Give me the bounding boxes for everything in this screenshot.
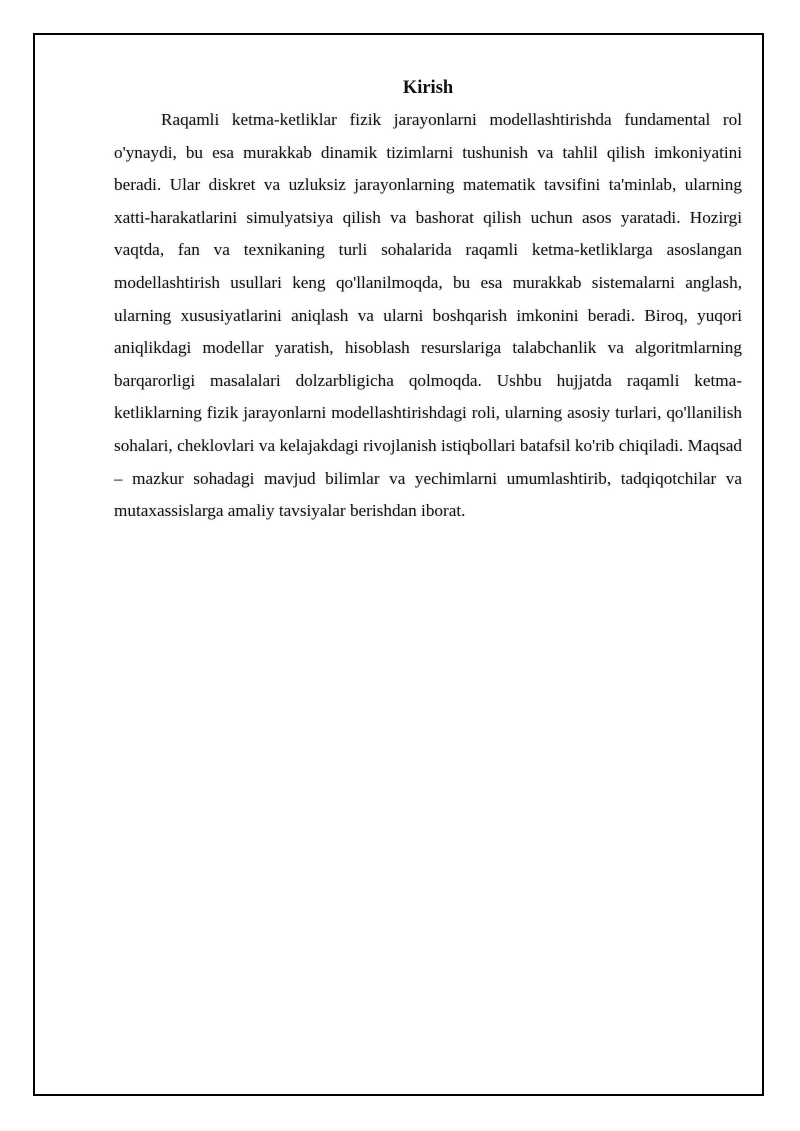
- body-paragraph: Raqamli ketma-ketliklar fizik jarayonlarni modellashtirishda fundamental rol o'ynaydi, bu esa murakkab dinamik tizimlarni tushunish va tahlil qilish imkoniyatini beradi. Ular diskret va uzluksiz jarayonlarning matematik tavsifini ta'minlab, ularning xatti-harakatlarini simulyatsiya qilish va bashorat qilish uchun asos yaratadi. Hozirgi vaqtda, fan va texnikaning turli sohalarida raqamli ketma-ketliklarga asoslangan modellashtirish usullari keng qo'llanilmoqda, bu esa murakkab sistemalarni anglash, ularning xususiyatlarini aniqlash va ularni boshqarish imkonini beradi. Biroq, yuqori aniqlikdagi modellar yaratish, hisoblash resurslariga talabchanlik va algoritmlarning barqarorligi masalalari dolzarbligicha qolmoqda. Ushbu hujjatda raqamli ketma-ketliklarning fizik jarayonlarni modellashtirishdagi roli, ularning asosiy turlari, qo'llanilish sohalari, cheklovlari va kelajakdagi rivojlanish istiqbollari batafsil ko'rib chiqiladi. Maqsad – mazkur sohadagi mavjud bilimlar va yechimlarni umumlashtirib, tadqiqotchilar va mutaxassislarga amaliy tavsiyalar berishdan iborat.: [114, 110, 742, 521]
- document-content: [114, 76, 742, 528]
- section-title: Kirish: [402, 78, 454, 98]
